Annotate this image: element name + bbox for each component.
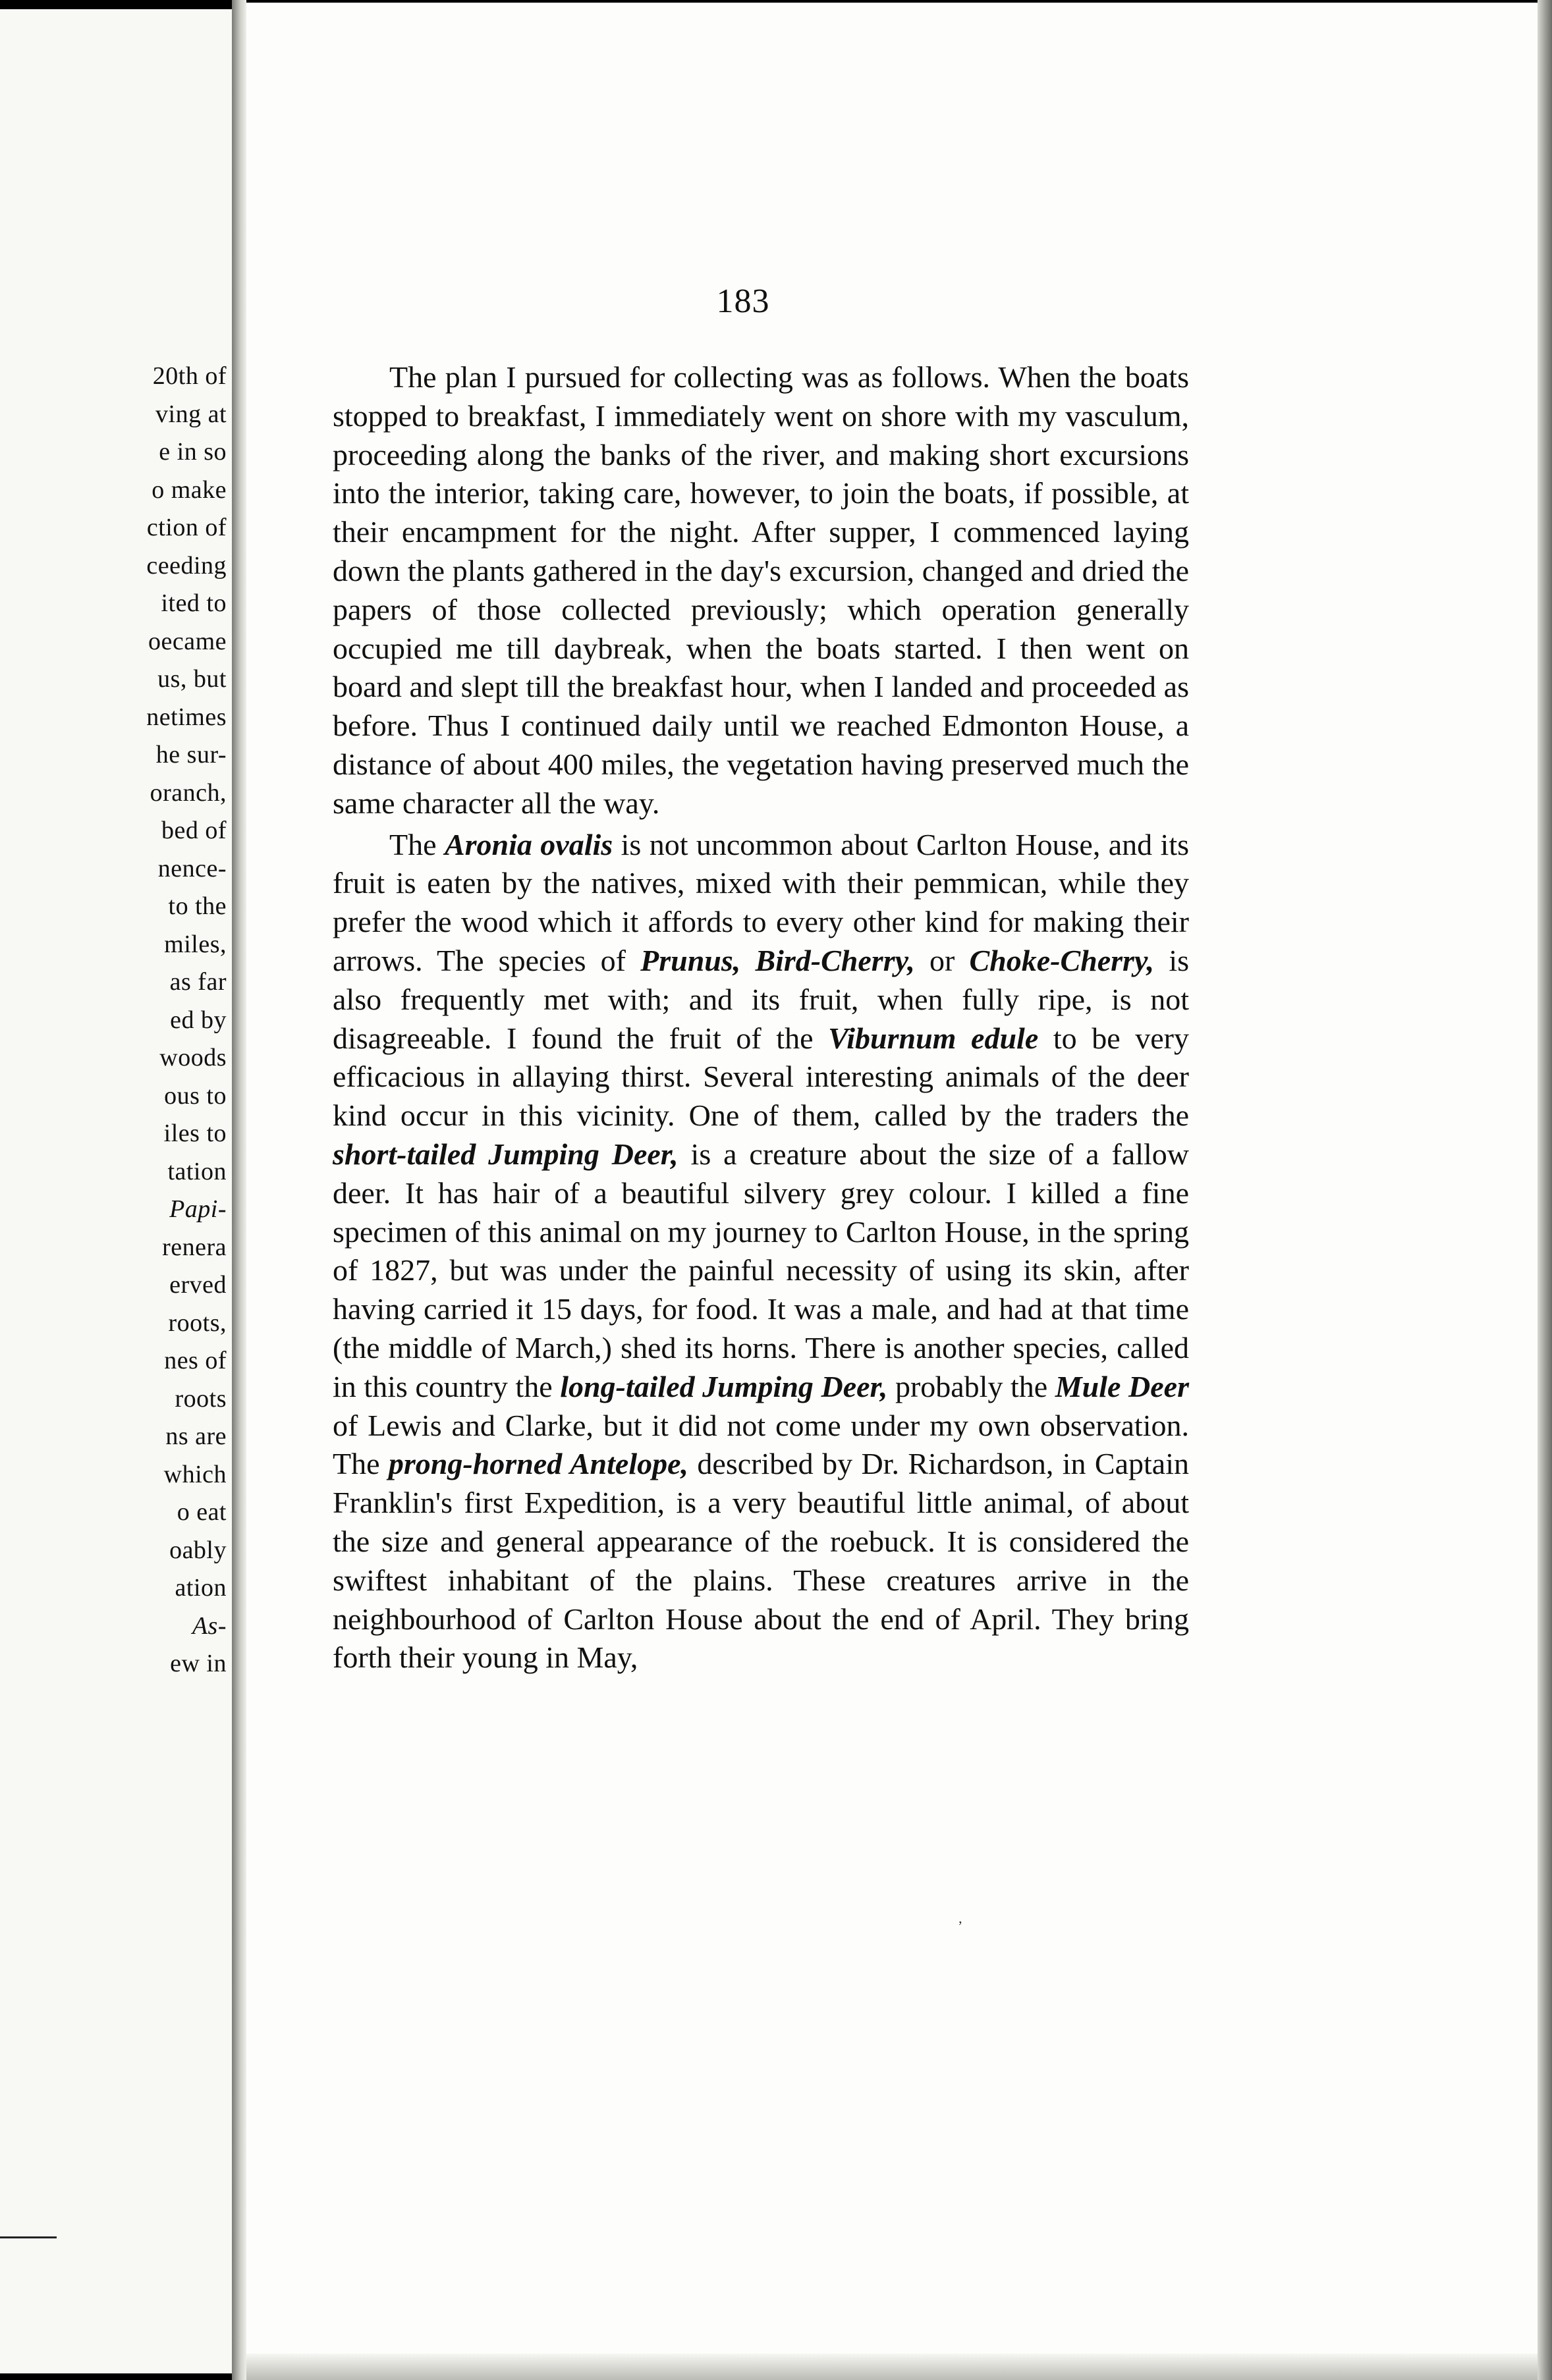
text-run: of Lewis and Clarke, but it did not come under my own observation. The (333, 1408, 1189, 1481)
print-speck: ’ (958, 1918, 963, 1934)
left-page-line: o make (152, 475, 227, 504)
left-page-line: iles to (163, 1120, 227, 1147)
left-page-line: nence- (157, 854, 227, 882)
left-page-line: netimes (146, 703, 227, 731)
left-page-line: Papi- (169, 1195, 227, 1223)
left-page-line: ew in (170, 1650, 227, 1677)
left-page-line: ns are (165, 1422, 227, 1450)
left-page-line: ction of (146, 514, 227, 541)
page-edge (1538, 0, 1552, 2380)
page-bottom-edge (246, 2354, 1538, 2380)
left-page-line: roots, (168, 1309, 227, 1337)
italic-term: prong-horned Antelope, (388, 1447, 689, 1481)
left-page-line: As- (192, 1611, 227, 1640)
left-page-line: oably (169, 1536, 227, 1564)
italic-term: Prunus, Bird-Cherry, (640, 943, 915, 977)
italic-term: Choke-Cherry, (969, 943, 1155, 977)
footnote-rule (0, 2236, 57, 2238)
left-page-line: which (163, 1460, 227, 1488)
text-run: described by Dr. Richardson, in Captain Franklin's first Expedition, is a very beautiful little animal, of about the size and general appearance of the roebuck. It is considered the swiftest inhabitant of the plains. These creatures arrive in the neighbourhood of Carlton House about the end of April. They bring forth their young in May, (333, 1447, 1190, 1675)
left-page-line: ceeding (146, 551, 227, 580)
paragraph: The plan I pursued for collecting was as follows. When the boats stopped to breakfast, I immediately went on shore with my vasculum, proceeding along the banks of the river, and making short excursions into the interior, taking care, however, to join the boats, if possible, at their encampment for the night. After supper, I commenced laying down the plants gathered in the day's excursion, changed and dried the papers of those collected previously; which operation generally occupied me till daybreak, when the boats started. I then went on board and slept till the breakfast hour, when I landed and proceeded as before. Thus I continued daily until we reached Edmonton House, a distance of about 400 miles, the vegetation having preserved much the same character all the way. (333, 360, 1189, 820)
italic-term: short-tailed Jumping Deer, (333, 1137, 679, 1171)
left-page-line: roots (175, 1384, 227, 1413)
left-page-line: to the (168, 892, 227, 920)
left-page-line: 20th of (152, 362, 227, 390)
left-page-line: tation (167, 1157, 227, 1185)
left-page-line: miles, (164, 930, 227, 958)
left-page-line: bed of (161, 817, 227, 844)
left-page-line: nes of (164, 1347, 227, 1374)
left-page-line: ed by (170, 1006, 227, 1034)
left-page-line: oecame (148, 627, 227, 655)
book-gutter (232, 0, 246, 2380)
left-page-line: o eat (177, 1498, 227, 1526)
text-run: is also frequently met with; and its fruit, when fully ripe, is not disagreeable. I found the fruit of the (333, 943, 1190, 1055)
italic-term: Viburnum edule (828, 1021, 1039, 1055)
left-page-line: erved (169, 1271, 227, 1299)
left-page-line: ving at (155, 400, 227, 428)
text-run: The (389, 827, 445, 861)
text-run: to be very efficacious in allaying thirst. Several interesting animals of the deer kind occur in this vicinity. One of them, called by the traders the (333, 1021, 1189, 1133)
left-page-line: oranch, (150, 778, 227, 807)
left-page-line: woods (159, 1044, 227, 1071)
italic-term: Mule Deer (1055, 1369, 1189, 1403)
left-page-line: as far (169, 968, 227, 996)
paragraph (333, 826, 1189, 1678)
text-run: is not uncommon about Carlton House, and its fruit is eaten by the natives, mixed with their pemmican, while they prefer the wood which it affords to every other kind for making their arrows. The species of (333, 827, 1190, 977)
left-page-line: renera (162, 1233, 227, 1261)
body-text (333, 358, 1189, 1677)
left-page-line: ous to (164, 1081, 227, 1110)
page-number: 183 (716, 283, 770, 320)
text-run: probably the (887, 1369, 1055, 1403)
italic-term: Aronia ovalis (444, 827, 613, 861)
left-page-line: e in so (159, 438, 227, 466)
left-page-line: ited to (161, 589, 227, 617)
text-run: is a creature about the size of a fallow deer. It has hair of a beautiful silvery grey colour. I killed a fine specimen of this animal on my journey to Carlton House, in the spring of 1827, but was under the painful necessity of using its skin, after having carried it 15 days, for food. It was a male, and had at that time (the middle of March,) shed its horns. There is another species, called in this country the (333, 1137, 1189, 1403)
text-run: or (914, 943, 970, 977)
italic-term: long-tailed Jumping Deer, (560, 1369, 888, 1403)
left-page-line: he sur- (155, 741, 227, 769)
left-page-line: us, but (157, 665, 227, 693)
left-page-line: ation (175, 1574, 227, 1602)
left-page (0, 9, 232, 2373)
